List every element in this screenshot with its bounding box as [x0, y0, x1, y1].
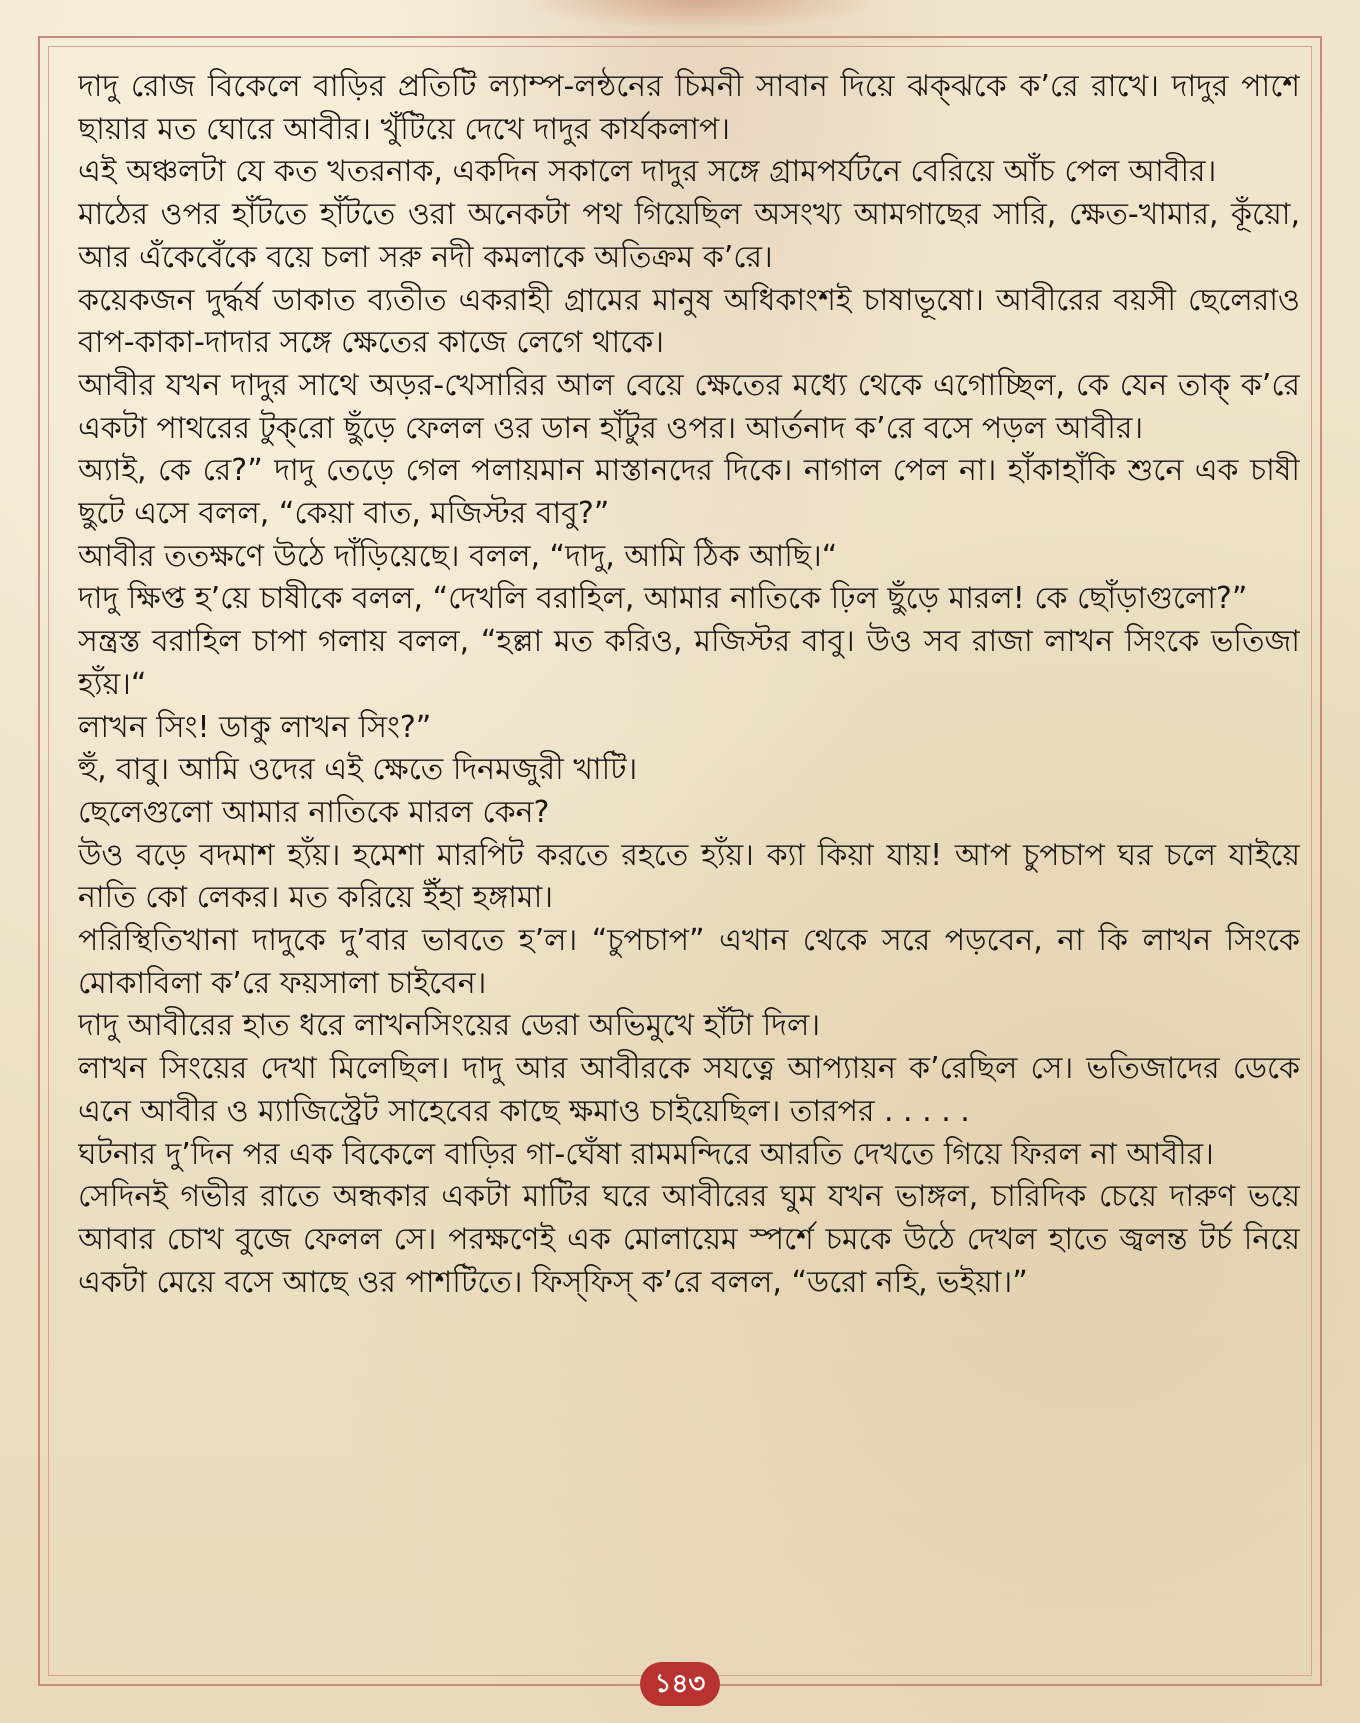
paragraph: পরিস্থিতিখানা দাদুকে দু’বার ভাবতে হ’ল। “চুপচাপ” এখান থেকে সরে পড়বেন, না কি লাখন সিংকে মোকাবিলা ক’রে ফয়সালা চাইবেন। [78, 923, 1300, 1001]
paragraph: ঘটনার দু’দিন পর এক বিকেলে বাড়ির গা-ঘেঁষা রামমন্দিরে আরতি দেখতে গিয়ে ফিরল না আবীর। [78, 1136, 1214, 1172]
paragraph: কয়েকজন দুর্দ্ধর্ষ ডাকাত ব্যতীত একরাহী গ্রামের মানুষ অধিকাংশই চাষাভূষো। আবীরের বয়সী ছেলেরাও বাপ-কাকা-দাদার সঙ্গে ক্ষেতের কাজে লেগে থাকে। [78, 282, 1300, 361]
paragraph: দাদু আবীরের হাত ধরে লাখনসিংয়ের ডেরা অভিমুখে হাঁটা দিল। [78, 1008, 821, 1044]
paragraph: লাখন সিংয়ের দেখা মিলেছিল। দাদু আর আবীরকে সযত্নে আপ্যায়ন ক’রেছিল সে। ভতিজাদের ডেকে এনে আবীর ও ম্যাজিস্ট্রেট সাহেবের কাছে ক্ষমাও চাইয়েছিল। তারপর . . . . . [78, 1051, 1300, 1129]
paragraph: ছেলেগুলো আমার নাতিকে মারল কেন? [78, 794, 550, 830]
footer-rule-left [60, 1684, 640, 1686]
footer-rule-right [720, 1684, 1300, 1686]
paragraph: আবীর ততক্ষণে উঠে দাঁড়িয়েছে। বলল, “দাদু, আমি ঠিক আছি।“ [78, 538, 838, 574]
paragraph: উও বড়ে বদমাশ হ্যঁয়। হমেশা মারপিট করতে রহতে হ্যঁয়। ক্যা কিয়া যায়! আপ চুপচাপ ঘর চলে যাইয়ে নাতি কো লেকর। মত করিয়ে ইঁহা হঙ্গামা। [78, 837, 1300, 916]
paragraph: এই অঞ্চলটা যে কত খতরনাক, একদিন সকালে দাদুর সঙ্গে গ্রামপর্যটনে বেরিয়ে আঁচ পেল আবীর। [78, 154, 1217, 190]
paragraph: আবীর যখন দাদুর সাথে অড়র-খেসারির আল বেয়ে ক্ষেতের মধ্যে থেকে এগোচ্ছিল, কে যেন তাক্‌ ক’রে একটা পাথরের টুক্‌রো ছুঁড়ে ফেলল ওর ডান হাঁটুর ওপর। আর্তনাদ ক’রে বসে পড়ল আবীর। [78, 367, 1300, 446]
page-footer [0, 1660, 1360, 1710]
paragraph: হুঁ, বাবু। আমি ওদের এই ক্ষেতে দিনমজুরী খাটি। [78, 752, 638, 788]
story-text [78, 66, 1300, 1651]
paragraph: দাদু ক্ষিপ্ত হ’য়ে চাষীকে বলল, “দেখলি বরাহিল, আমার নাতিকে ঢ়িল ছুঁড়ে মারল! কে ছোঁড়াগুলো?” [78, 581, 1248, 617]
paragraph: সেদিনই গভীর রাতে অন্ধকার একটা মাটির ঘরে আবীরের ঘুম যখন ভাঙ্গল, চারিদিক চেয়ে দারুণ ভয়ে আবার চোখ বুজে ফেলল সে। পরক্ষণেই এক মোলায়েম স্পর্শে চমকে উঠে দেখল হাতে জ্বলন্ত টর্চ নিয়ে একটা মেয়ে বসে আছে ওর পাশটিতে। ফিস্‌ফিস্‌ ক’রে বলল, “ডরো নহি, ভইয়া।” [78, 1179, 1300, 1300]
paragraph: মাঠের ওপর হাঁটতে হাঁটতে ওরা অনেকটা পথ গিয়েছিল অসংখ্য আমগাছের সারি, ক্ষেত-খামার, কূঁয়ো, আর এঁকেবেঁকে বয়ে চলা সরু নদী কমলাকে অতিক্রম ক’রে। [78, 197, 1300, 275]
paragraph: সন্ত্রস্ত বরাহিল চাপা গলায় বলল, “হল্লা মত করিও, মজিস্টর বাবু। উও সব রাজা লাখন সিংকে ভতিজা হ্যঁয়।“ [78, 624, 1300, 702]
paragraph: লাখন সিং! ডাকু লাখন সিং?” [78, 709, 432, 745]
paper-stain [520, 0, 880, 30]
paragraph: দাদু রোজ বিকেলে বাড়ির প্রতিটি ল্যাম্প-লন্ঠনের চিমনী সাবান দিয়ে ঝক্‌ঝকে ক’রে রাখে। দাদুর পাশে ছায়ার মত ঘোরে আবীর। খুঁটিয়ে দেখে দাদুর কার্যকলাপ। [78, 69, 1300, 147]
paragraph: অ্যাই, কে রে?” দাদু তেড়ে গেল পলায়মান মাস্তানদের দিকে। নাগাল পেল না। হাঁকাহাঁকি শুনে এক চাষী ছুটে এসে বলল, “কেয়া বাত, মজিস্টর বাবু?” [78, 453, 1300, 532]
page-number-badge: ১৪৩ [640, 1662, 720, 1706]
